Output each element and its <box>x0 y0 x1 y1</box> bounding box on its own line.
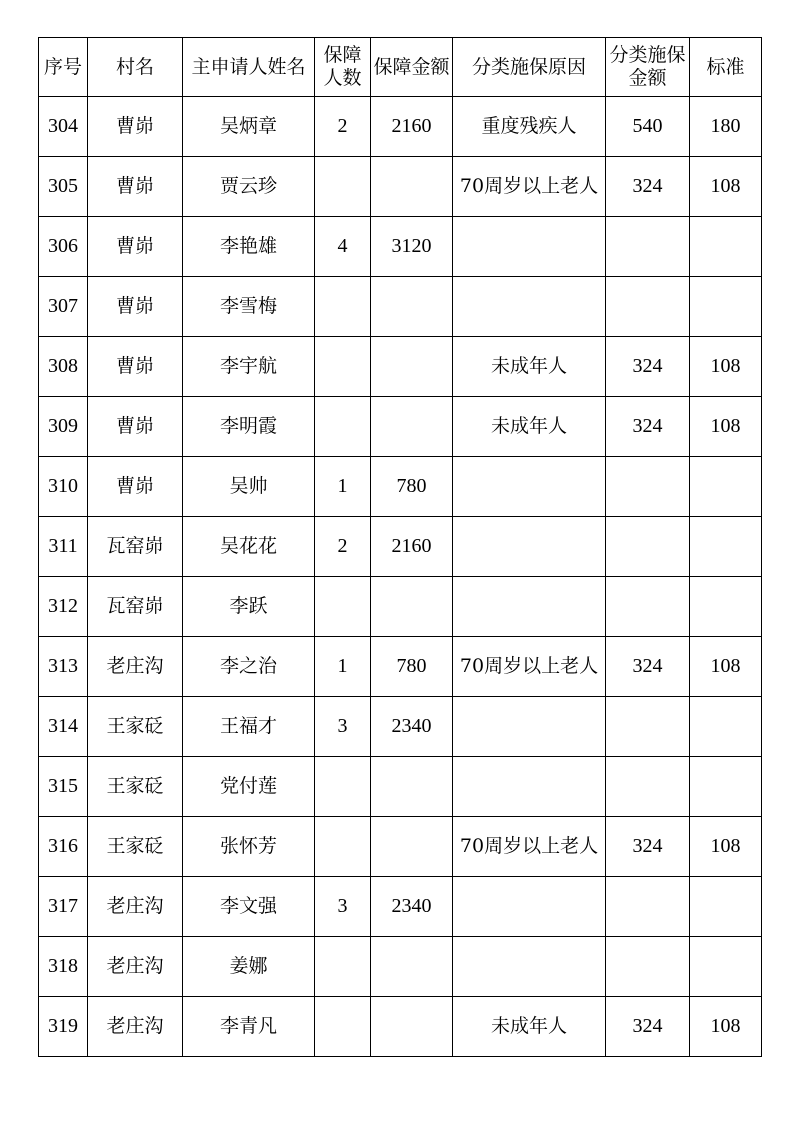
cell-applicant: 李明霞 <box>183 397 315 457</box>
cell-standard: 108 <box>690 157 762 217</box>
cell-applicant: 李之治 <box>183 637 315 697</box>
cell-seq: 319 <box>39 997 88 1057</box>
cell-reason <box>453 457 606 517</box>
table-body <box>39 97 762 1057</box>
cell-village: 曹峁 <box>88 277 183 337</box>
cell-seq: 310 <box>39 457 88 517</box>
table-row <box>39 157 762 217</box>
cell-village: 老庄沟 <box>88 877 183 937</box>
cell-amount: 3120 <box>371 217 453 277</box>
cell-class-amount <box>606 517 690 577</box>
cell-applicant: 姜娜 <box>183 937 315 997</box>
document-sheet <box>38 37 762 1057</box>
cell-people <box>315 577 371 637</box>
cell-standard <box>690 277 762 337</box>
cell-seq: 312 <box>39 577 88 637</box>
cell-applicant: 李雪梅 <box>183 277 315 337</box>
cell-applicant: 李艳雄 <box>183 217 315 277</box>
cell-amount <box>371 817 453 877</box>
cell-applicant: 党付莲 <box>183 757 315 817</box>
cell-reason: 未成年人 <box>453 397 606 457</box>
cell-applicant: 李青凡 <box>183 997 315 1057</box>
cell-people <box>315 937 371 997</box>
table-row <box>39 457 762 517</box>
cell-reason: 70周岁以上老人 <box>453 817 606 877</box>
cell-village: 瓦窑峁 <box>88 577 183 637</box>
cell-village: 曹峁 <box>88 457 183 517</box>
cell-reason <box>453 757 606 817</box>
header-reason: 分类施保原因 <box>453 38 606 97</box>
cell-amount <box>371 577 453 637</box>
cell-applicant: 吴帅 <box>183 457 315 517</box>
cell-class-amount <box>606 457 690 517</box>
cell-standard <box>690 457 762 517</box>
cell-people <box>315 397 371 457</box>
cell-reason <box>453 937 606 997</box>
cell-seq: 317 <box>39 877 88 937</box>
cell-standard <box>690 217 762 277</box>
table-row <box>39 397 762 457</box>
cell-class-amount: 324 <box>606 637 690 697</box>
header-people: 保障人数 <box>315 38 371 97</box>
cell-class-amount: 324 <box>606 157 690 217</box>
cell-reason: 未成年人 <box>453 997 606 1057</box>
cell-amount: 2340 <box>371 697 453 757</box>
cell-people: 3 <box>315 877 371 937</box>
table-row <box>39 877 762 937</box>
cell-class-amount: 324 <box>606 817 690 877</box>
cell-amount: 2160 <box>371 517 453 577</box>
cell-people <box>315 277 371 337</box>
cell-applicant: 李宇航 <box>183 337 315 397</box>
cell-reason <box>453 697 606 757</box>
cell-class-amount <box>606 577 690 637</box>
cell-class-amount <box>606 877 690 937</box>
cell-people <box>315 157 371 217</box>
cell-amount: 2340 <box>371 877 453 937</box>
cell-people: 4 <box>315 217 371 277</box>
cell-village: 老庄沟 <box>88 997 183 1057</box>
cell-class-amount <box>606 937 690 997</box>
cell-seq: 313 <box>39 637 88 697</box>
cell-seq: 311 <box>39 517 88 577</box>
cell-reason <box>453 577 606 637</box>
cell-class-amount <box>606 277 690 337</box>
cell-class-amount: 540 <box>606 97 690 157</box>
cell-people: 1 <box>315 457 371 517</box>
table-row <box>39 97 762 157</box>
table-row <box>39 217 762 277</box>
cell-applicant: 吴花花 <box>183 517 315 577</box>
cell-village: 王家砭 <box>88 697 183 757</box>
header-applicant: 主申请人姓名 <box>183 38 315 97</box>
header-standard: 标准 <box>690 38 762 97</box>
cell-people: 3 <box>315 697 371 757</box>
cell-standard <box>690 517 762 577</box>
cell-village: 瓦窑峁 <box>88 517 183 577</box>
cell-village: 曹峁 <box>88 397 183 457</box>
cell-standard: 108 <box>690 337 762 397</box>
table-row <box>39 637 762 697</box>
cell-seq: 308 <box>39 337 88 397</box>
cell-people: 1 <box>315 637 371 697</box>
cell-seq: 316 <box>39 817 88 877</box>
header-village: 村名 <box>88 38 183 97</box>
cell-standard: 108 <box>690 997 762 1057</box>
cell-standard: 108 <box>690 637 762 697</box>
cell-standard: 108 <box>690 397 762 457</box>
table-row <box>39 337 762 397</box>
cell-reason: 未成年人 <box>453 337 606 397</box>
table-row <box>39 817 762 877</box>
cell-class-amount: 324 <box>606 997 690 1057</box>
cell-seq: 315 <box>39 757 88 817</box>
cell-standard <box>690 577 762 637</box>
header-seq: 序号 <box>39 38 88 97</box>
cell-reason: 70周岁以上老人 <box>453 637 606 697</box>
cell-seq: 314 <box>39 697 88 757</box>
cell-village: 老庄沟 <box>88 637 183 697</box>
cell-seq: 307 <box>39 277 88 337</box>
cell-seq: 304 <box>39 97 88 157</box>
cell-seq: 305 <box>39 157 88 217</box>
cell-people <box>315 337 371 397</box>
cell-reason <box>453 517 606 577</box>
cell-people: 2 <box>315 517 371 577</box>
cell-class-amount <box>606 217 690 277</box>
cell-village: 老庄沟 <box>88 937 183 997</box>
table-row <box>39 517 762 577</box>
cell-amount: 2160 <box>371 97 453 157</box>
cell-applicant: 张怀芳 <box>183 817 315 877</box>
cell-people <box>315 817 371 877</box>
cell-class-amount: 324 <box>606 337 690 397</box>
cell-class-amount: 324 <box>606 397 690 457</box>
cell-amount <box>371 397 453 457</box>
table-row <box>39 577 762 637</box>
cell-amount <box>371 277 453 337</box>
cell-reason: 重度残疾人 <box>453 97 606 157</box>
cell-standard <box>690 757 762 817</box>
table-row <box>39 937 762 997</box>
cell-amount <box>371 757 453 817</box>
cell-applicant: 贾云珍 <box>183 157 315 217</box>
cell-amount <box>371 157 453 217</box>
cell-applicant: 王福才 <box>183 697 315 757</box>
cell-amount <box>371 997 453 1057</box>
cell-amount: 780 <box>371 637 453 697</box>
cell-standard <box>690 697 762 757</box>
cell-village: 曹峁 <box>88 157 183 217</box>
cell-reason <box>453 877 606 937</box>
table-header-row <box>39 38 762 97</box>
cell-village: 曹峁 <box>88 217 183 277</box>
cell-people <box>315 997 371 1057</box>
table-row <box>39 277 762 337</box>
cell-amount: 780 <box>371 457 453 517</box>
cell-people: 2 <box>315 97 371 157</box>
cell-standard <box>690 877 762 937</box>
cell-reason <box>453 217 606 277</box>
cell-amount <box>371 937 453 997</box>
cell-village: 曹峁 <box>88 97 183 157</box>
table-row <box>39 697 762 757</box>
header-class-amount: 分类施保金额 <box>606 38 690 97</box>
cell-people <box>315 757 371 817</box>
cell-applicant: 吴炳章 <box>183 97 315 157</box>
cell-village: 王家砭 <box>88 817 183 877</box>
cell-applicant: 李跃 <box>183 577 315 637</box>
cell-class-amount <box>606 757 690 817</box>
cell-reason: 70周岁以上老人 <box>453 157 606 217</box>
assistance-table <box>38 37 762 1057</box>
table-row <box>39 997 762 1057</box>
cell-standard <box>690 937 762 997</box>
cell-amount <box>371 337 453 397</box>
cell-village: 王家砭 <box>88 757 183 817</box>
table-row <box>39 757 762 817</box>
header-amount: 保障金额 <box>371 38 453 97</box>
cell-reason <box>453 277 606 337</box>
cell-village: 曹峁 <box>88 337 183 397</box>
cell-seq: 306 <box>39 217 88 277</box>
cell-seq: 318 <box>39 937 88 997</box>
cell-class-amount <box>606 697 690 757</box>
cell-seq: 309 <box>39 397 88 457</box>
cell-standard: 108 <box>690 817 762 877</box>
cell-applicant: 李文强 <box>183 877 315 937</box>
cell-standard: 180 <box>690 97 762 157</box>
